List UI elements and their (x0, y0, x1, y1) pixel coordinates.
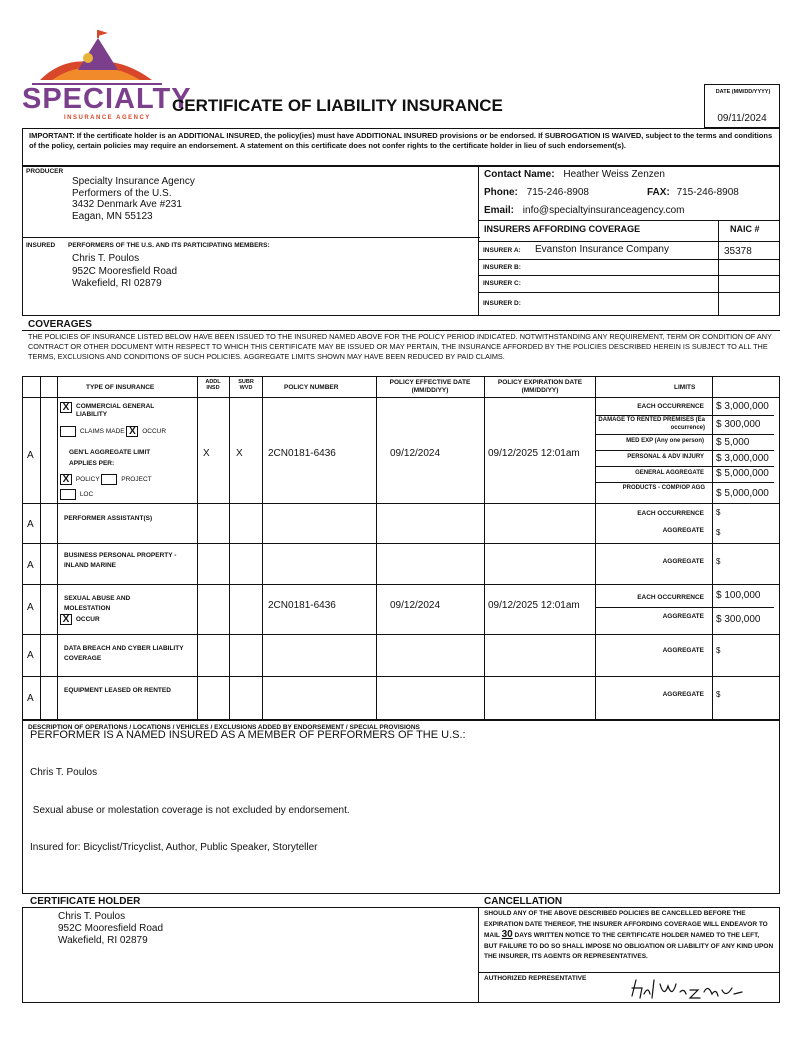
contact-name-label: Contact Name: (484, 169, 555, 180)
performer-title: PERFORMER ASSISTANT(S) (64, 515, 153, 522)
col-exp-header: POLICY EXPIRATION DATE (MM/DD/YY) (497, 379, 583, 394)
insured-line: Wakefield, RI 02879 (72, 278, 162, 289)
occur-label: OCCUR (142, 428, 167, 436)
insurer-d-label: INSURER D: (483, 300, 521, 307)
insured-heading: PERFORMERS OF THE U.S. AND ITS PARTICIPATING MEMBERS: (68, 242, 270, 249)
email-label: Email: (484, 205, 515, 216)
signature (628, 976, 748, 1002)
limit-label: AGGREGATE (662, 613, 704, 620)
description-label: DESCRIPTION OF OPERATIONS / LOCATIONS / VEHICLES / EXCLUSIONS ADDED BY ENDORSEMENT / SPECIAL PROVISIONS (28, 724, 420, 731)
limit-value: $ 5,000,000 (716, 488, 769, 499)
holder-line: Wakefield, RI 02879 (58, 935, 148, 946)
col-type-header: TYPE OF INSURANCE (86, 384, 155, 391)
claims-made-checkbox[interactable] (60, 426, 76, 437)
coverages-notice: THE POLICIES OF INSURANCE LISTED BELOW HAVE BEEN ISSUED TO THE INSURED NAMED ABOVE FOR THE POLICY PERIOD INDICATED. NOTWITHSTANDING ANY REQUIREMENT, TERM OR CONDITION OF ANY CONTRACT OR OTHER DOCUMENT WITH RESPECT TO WHICH THIS CERTIFICATE MAY BE ISSUED OR MAY PERTAIN, THE INSURANCE AFFORDED BY THE POLICIES DESCRIBED HEREIN IS SUBJECT TO ALL THE TERMS, EXCLUSIONS AND CONDITIONS OF SUCH POLICIES. AGGREGATE LIMITS SHOWN MAY HAVE BEEN REDUCED BY PAID CLAIMS. (28, 332, 772, 361)
limit-value: $ (716, 557, 721, 566)
sam-effective-date: 09/12/2024 (390, 600, 441, 611)
producer-label: PRODUCER (26, 168, 64, 175)
description-line: Sexual abuse or molestation coverage is not excluded by endorsement. (30, 804, 350, 816)
cancellation-text-before: SHOULD ANY OF THE ABOVE DESCRIBED POLICIES BE CANCELLED BEFORE THE EXPIRATION DATE THEREOF, THE INSURER AFFORDING COVERAGE WILL ENDEAVOR TO MAIL (484, 910, 768, 939)
col-subr-header: SUBR WVD (238, 379, 254, 391)
insurers-heading: INSURERS AFFORDING COVERAGE (484, 224, 641, 234)
circus-logo-icon (22, 28, 172, 86)
date-label: DATE (MM/DD/YYYY) (715, 89, 771, 95)
occur-checkbox[interactable]: X (126, 426, 138, 437)
bpp-insurer-letter: A (27, 560, 34, 571)
holder-heading: CERTIFICATE HOLDER (30, 896, 141, 907)
producer-line: Specialty Insurance Agency (72, 176, 195, 187)
producer-line: Eagan, MN 55123 (72, 210, 153, 222)
limit-label: AGGREGATE (662, 558, 704, 565)
limit-label: PERSONAL & ADV INJURY (627, 454, 704, 460)
cancellation-text (484, 909, 774, 963)
sam-expiration-date: 09/12/2025 12:01am (488, 600, 580, 611)
date-value: 09/11/2024 (717, 113, 767, 124)
producer-line: 3432 Denmark Ave #231 (72, 199, 182, 210)
contact-name: Heather Weiss Zenzen (563, 169, 665, 180)
limit-value: $ 100,000 (716, 590, 761, 601)
equipment-title: EQUIPMENT LEASED OR RENTED (64, 687, 171, 694)
cgl-subr-wvd: X (236, 448, 243, 459)
limit-label: GENERAL AGGREGATE (635, 470, 704, 476)
insured-label: INSURED (26, 242, 56, 249)
sam-insurer-letter: A (27, 602, 34, 613)
brand-tagline: INSURANCE AGENCY (64, 115, 151, 121)
cyber-title: DATA BREACH AND CYBER LIABILITY COVERAGE (64, 645, 184, 662)
limit-label: EACH OCCURRENCE (637, 403, 704, 410)
holder-line: 952C Mooresfield Road (58, 923, 164, 934)
agg-limit-heading: GEN'L AGGREGATE LIMIT APPLIES PER: (69, 449, 151, 467)
limit-value: $ 5,000,000 (716, 468, 769, 479)
certificate-title: CERTIFICATE OF LIABILITY INSURANCE (172, 96, 503, 115)
limit-value: $ (716, 646, 721, 655)
important-notice-box (22, 128, 780, 166)
holder-address (58, 911, 163, 947)
cancellation-text-after: DAYS WRITTEN NOTICE TO THE CERTIFICATE HOLDER NAMED TO THE LEFT, BUT FAILURE TO DO SO SHALL IMPOSE NO OBLIGATION OR LIABILITY OF ANY KIND UPON THE INSURER, ITS AGENTS OR REPRESENTATIVES. (484, 932, 774, 960)
insured-line: 952C Mooresfield Road (72, 265, 178, 277)
coverages-heading: COVERAGES (28, 319, 92, 330)
limit-value: $ (716, 508, 721, 517)
holder-line: Chris T. Poulos (58, 911, 126, 922)
limit-label: AGGREGATE (662, 647, 704, 654)
col-addl-header: ADDL INSD (205, 379, 221, 391)
email-value: info@specialtyinsuranceagency.com (522, 205, 685, 216)
insurer-a-name: Evanston Insurance Company (535, 244, 669, 255)
limit-value: $ 3,000,000 (716, 401, 769, 412)
limit-label: EACH OCCURRENCE (637, 594, 704, 601)
project-checkbox[interactable] (101, 474, 117, 485)
insurer-a-naic: 35378 (724, 246, 752, 257)
cyber-insurer-letter: A (27, 650, 34, 661)
cgl-policy-number: 2CN0181-6436 (268, 448, 336, 459)
col-eff-header: POLICY EFFECTIVE DATE (MM/DD/YY) (389, 379, 471, 394)
cgl-addl-insd: X (203, 448, 210, 459)
limit-value: $ (716, 528, 721, 537)
sam-title: SEXUAL ABUSE AND MOLESTATION (64, 595, 131, 612)
fax-label: FAX: (647, 187, 670, 198)
signature-scribble-icon (628, 976, 748, 1002)
sam-occur-label: OCCUR (75, 616, 100, 624)
fax-value: 715-246-8908 (676, 187, 739, 198)
policy-label: POLICY (75, 476, 100, 484)
limit-label: AGGREGATE (662, 691, 704, 698)
limit-value: $ 300,000 (716, 419, 761, 430)
limit-label: PRODUCTS - COMP/OP AGG (622, 485, 705, 491)
description-line: Chris T. Poulos (30, 767, 98, 778)
limit-label: EACH OCCURRENCE (637, 510, 704, 517)
limit-value: $ 5,000 (716, 437, 750, 448)
insured-line: Chris T. Poulos (72, 253, 140, 264)
limit-label: DAMAGE TO RENTED PREMISES (Ea occurrence) (598, 417, 705, 431)
date-box (704, 84, 780, 128)
loc-label: LOC (79, 491, 94, 499)
insurer-c-label: INSURER C: (483, 280, 521, 287)
sam-occur-checkbox[interactable]: X (60, 614, 72, 625)
claims-made-label: CLAIMS MADE (79, 428, 125, 436)
insurer-a-label: INSURER A: (483, 247, 521, 254)
performer-insurer-letter: A (27, 519, 34, 530)
project-label: PROJECT (121, 476, 152, 484)
brand-logo (22, 28, 192, 124)
cancellation-days: 30 (501, 929, 513, 940)
description-text (30, 742, 350, 867)
sam-policy-number: 2CN0181-6436 (268, 600, 336, 611)
authorized-rep-label: AUTHORIZED REPRESENTATIVE (484, 975, 587, 982)
limit-label: AGGREGATE (662, 527, 704, 534)
bpp-title: BUSINESS PERSONAL PROPERTY - INLAND MARINE (64, 552, 177, 569)
producer-address (72, 176, 195, 222)
cgl-expiration-date: 09/12/2025 12:01am (488, 448, 580, 459)
cgl-title: COMMERCIAL GENERAL LIABILITY (76, 403, 155, 418)
important-notice: IMPORTANT: If the certificate holder is an ADDITIONAL INSURED, the policy(ies) must have ADDITIONAL INSURED provisions or be endorsed. If SUBROGATION IS WAIVED, subject to the terms and conditions of the policy, certain policies may require an endorsement. A statement on this certificate does not confer rights to the certificate holder in lieu of such endorsement(s). (29, 131, 773, 150)
policy-checkbox[interactable]: X (60, 474, 72, 485)
loc-checkbox[interactable] (60, 489, 76, 500)
col-limits-header: LIMITS (674, 384, 696, 391)
limit-label: MED EXP (Any one person) (626, 438, 704, 444)
cgl-insurer-letter: A (27, 450, 34, 461)
limit-value: $ 3,000,000 (716, 453, 769, 464)
brand-name: SPECIALTY (22, 83, 192, 115)
cgl-effective-date: 09/12/2024 (390, 448, 441, 459)
equipment-insurer-letter: A (27, 693, 34, 704)
description-line: Insured for: Bicyclist/Tricyclist, Author, Public Speaker, Storyteller (30, 842, 318, 853)
insurer-b-label: INSURER B: (483, 264, 521, 271)
limit-value: $ 300,000 (716, 614, 761, 625)
col-policy-header: POLICY NUMBER (284, 384, 339, 391)
producer-line: Performers of the U.S. (72, 187, 172, 199)
naic-heading: NAIC # (730, 224, 760, 234)
cancellation-heading: CANCELLATION (484, 896, 563, 907)
limit-value: $ (716, 690, 721, 699)
insured-address (72, 253, 177, 291)
phone-value: 715-246-8908 (526, 187, 589, 198)
phone-label: Phone: (484, 187, 518, 198)
description-overlay: PERFORMER IS A NAMED INSURED AS A MEMBER OF PERFORMERS OF THE U.S.: (30, 729, 466, 741)
cgl-checkbox[interactable]: X (60, 402, 72, 413)
